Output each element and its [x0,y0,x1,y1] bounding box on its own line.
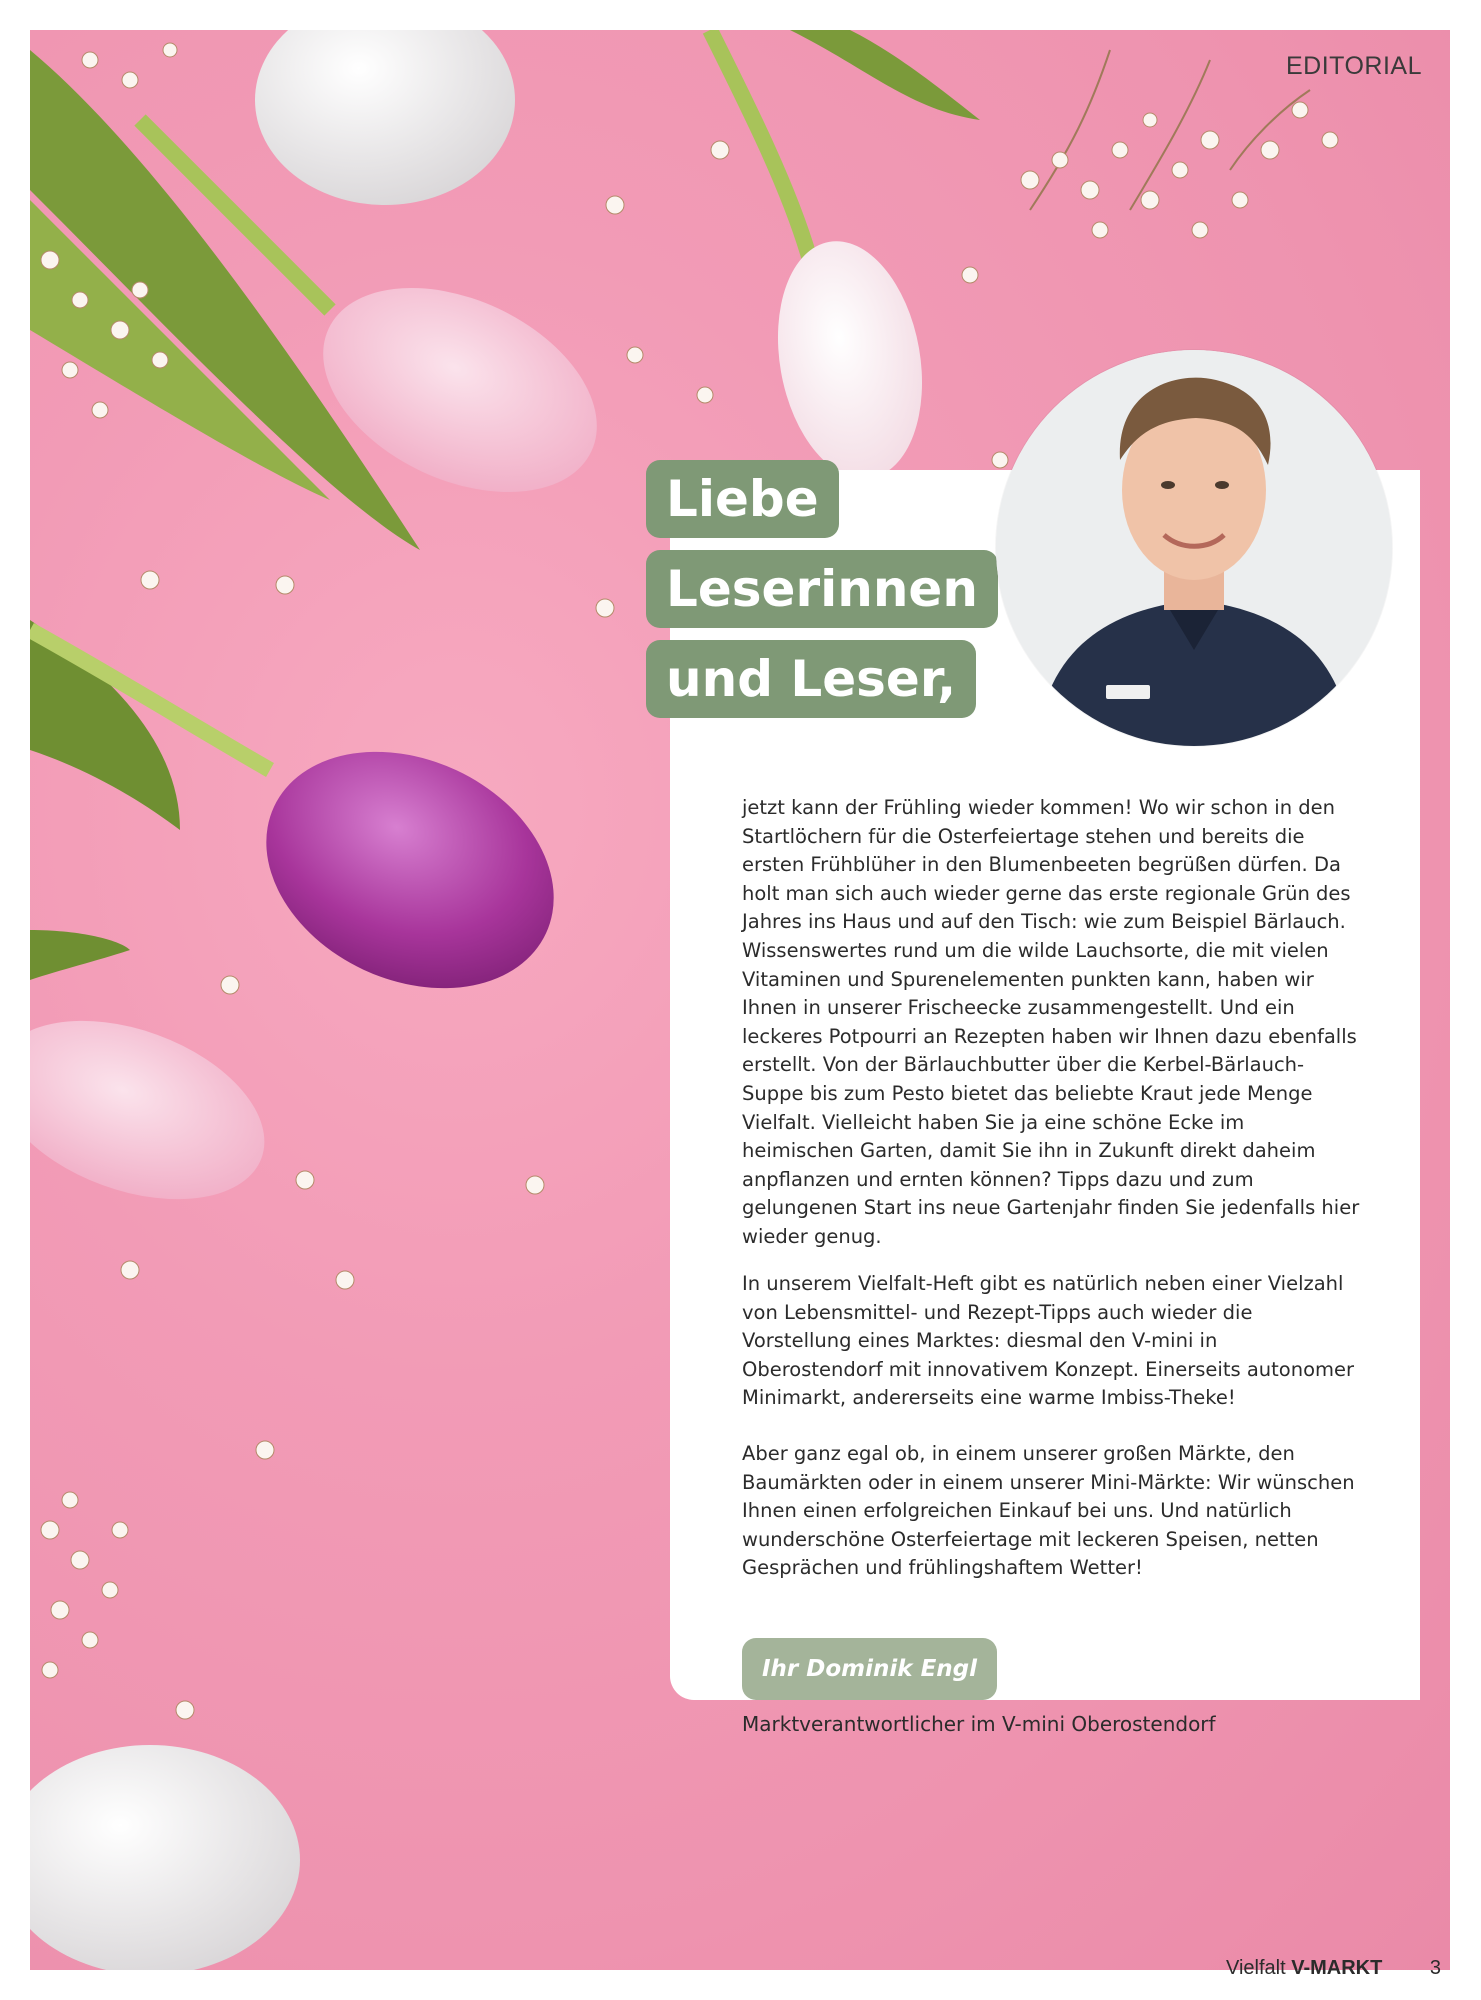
leaf-5 [30,930,130,980]
footer-brand: V-MARKT [1291,1957,1383,1979]
page-number: 3 [1429,1957,1441,1979]
egg-bottom [30,1745,300,1970]
headline-line-3: und Leser, [646,640,976,718]
tulip-purple [228,707,593,1033]
tulip-white [760,230,940,491]
gypsophila-bottom-left [41,1492,128,1678]
page-footer [1226,1957,1441,1980]
egg-top [255,30,515,205]
article-paragraph-2: In unserem Vielfalt-Heft gibt es natürlich neben einer Vielzahl von Lebensmittel- und Rezept-Tipps auch wieder die Vorstellung eines Marktes: diesmal den V-mini in Oberostendorf mit innovativem Konzept. Einerseits autonomer Minimarkt, andererseits eine warme Imbiss-Theke! [742,1272,1355,1410]
tulip-pink-bottom [30,987,289,1233]
signature-name: Ihr Dominik Engl [742,1638,997,1700]
headline-line-1: Liebe [646,460,839,538]
headline-line-2: Leserinnen [646,550,998,628]
section-label: EDITORIAL [1285,52,1422,80]
article-paragraph-1: jetzt kann der Frühling wieder kommen! Wo wir schon in den Startlöchern für die Osterfeiertage stehen und bereits die ersten Frühblüher in den Blumenbeeten begrüßen dürfen. Da holt man sich auch wieder gerne das erste regionale Grün des Jahres ins Haus und auf den Tisch: wie zum Beispiel Bärlauch. Wissenswertes rund um die wilde Lauchsorte, die mit vielen Vitaminen und Spurenelementen punkten kann, haben wir Ihnen in unserer Frischeecke zusammengestellt. Und ein leckeres Potpourri an Rezepten haben wir Ihnen dazu ebenfalls erstellt. Von der Bärlauchbutter über die Kerbel-Bärlauch-Suppe bis zum Pesto bietet das beliebte Kraut jede Menge Vielfalt. Vielleicht haben Sie ja eine schöne Ecke im heimischen Garten, damit Sie ihn in Zukunft direkt daheim anpflanzen und ernten können? Tipps dazu und zum gelungenen Start ins neue Gartenjahr finden Sie jedenfalls hier wieder genug. [742,796,1360,1248]
author-portrait [996,350,1392,746]
leaf-3 [790,30,980,120]
footer-magazine: Vielfalt [1225,1957,1286,1979]
signature-role: Marktverantwortlicher im V-mini Oberostendorf [742,1712,1216,1736]
article-paragraph-3: Aber ganz egal ob, in einem unserer großen Märkte, den Baumärkten oder in einem unserer Mini-Märkte: Wir wünschen Ihnen einen erfolgreichen Einkauf bei uns. Und natürlich wunderschöne Osterfeiertage mit leckeren Speisen, netten Gesprächen und frühlingshaftem Wetter! [742,1442,1355,1580]
